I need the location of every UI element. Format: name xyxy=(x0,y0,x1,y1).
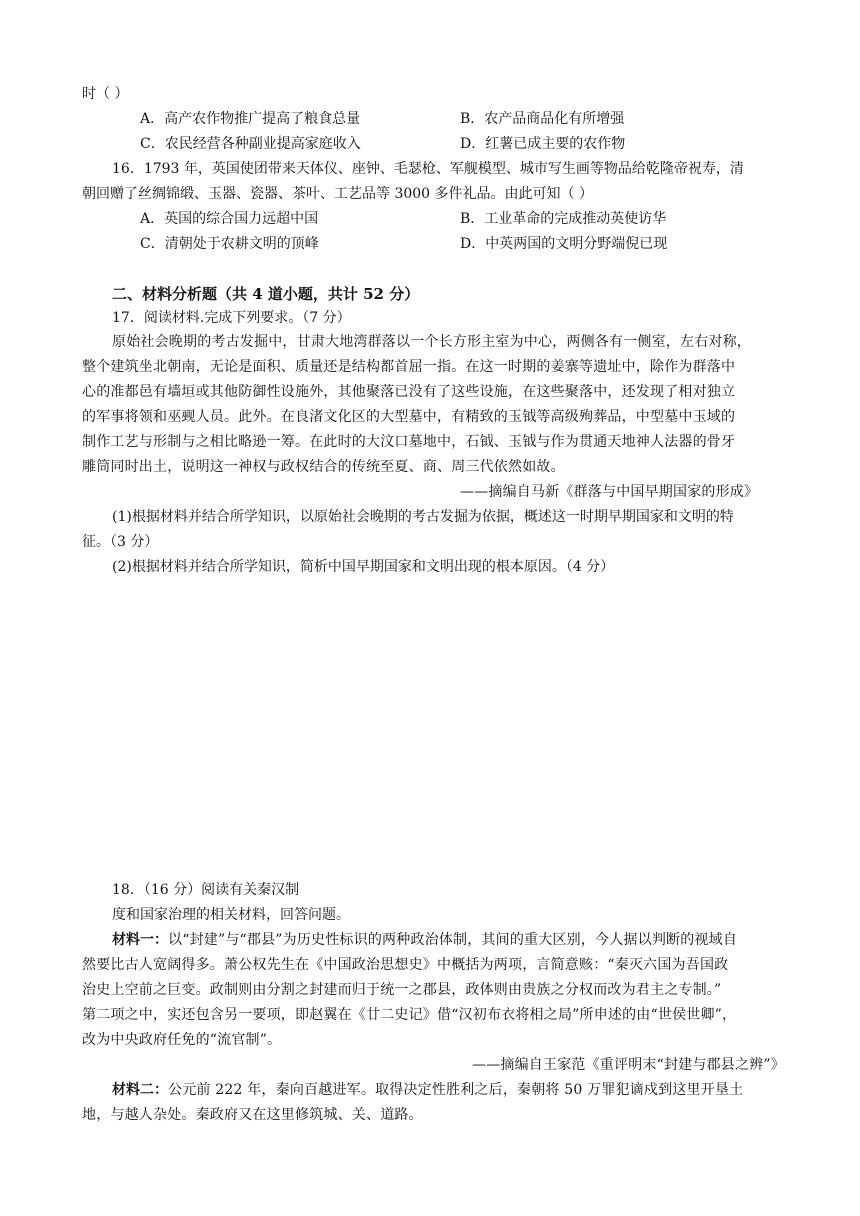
option-text: 农产品商品化有所增强 xyxy=(484,111,625,127)
q17-source: ——摘编自马新《群落与中国早期国家的形成》 xyxy=(460,484,759,500)
option-label: C． xyxy=(140,136,165,152)
q16-option-d xyxy=(460,234,667,254)
q17-material-line: 原始社会晚期的考古发掘中，甘肃大地湾群落以一个长方形主室为中心，两侧各有一侧室，左右对称， xyxy=(112,334,751,350)
option-text: 工业革命的完成推动英使访华 xyxy=(484,211,667,227)
section-heading: 二、材料分析题（共 4 道小题，共计 52 分） xyxy=(112,285,420,303)
q16-stem-line2: 朝回赠了丝绸锦缎、玉器、瓷器、茶叶、工艺品等 3000 多件礼品。由此可知（ ） xyxy=(82,186,593,202)
q16-option-c xyxy=(140,234,319,254)
q18-material1-line: 然要比古人宽阔得多。萧公权先生在《中国政治思想史》中概括为两项，言简意赅：“秦灭六国为吾国政 xyxy=(82,957,729,973)
option-text: 高产农作物推广提高了粮食总量 xyxy=(164,111,361,127)
material-text: 以“封建”与“郡县”为历史性标识的两种政治体制，其间的重大区别，今人据以判断的视域自 xyxy=(168,932,738,948)
q15-option-d xyxy=(460,134,625,154)
q16-option-b xyxy=(460,209,666,229)
q15-option-a xyxy=(140,109,360,129)
q15-option-b xyxy=(460,109,624,129)
q17-material-line: 的军事将领和巫觋人员。此外。在良渚文化区的大型墓中，有精致的玉钺等高级殉葬品，中型墓中玉域的 xyxy=(82,409,736,425)
q17-sub1-line2: 征。（3 分） xyxy=(82,534,159,550)
q16-option-a xyxy=(140,209,318,229)
q17-material-line: 心的准都邑有墙垣或其他防御性设施外，其他聚落已没有了这些设施，在这些聚落中，还发现了相对独立 xyxy=(82,384,736,400)
q15-stem-tail: 时（ ） xyxy=(82,86,129,102)
q18-title-line2: 度和国家治理的相关材料，回答问题。 xyxy=(112,907,350,923)
q17-title: 17．阅读材料.完成下列要求。（7 分） xyxy=(112,310,351,326)
q18-material1-line xyxy=(112,930,737,950)
q18-material2-line: 地，与越人杂处。秦政府又在这里修筑城、关、道路。 xyxy=(82,1107,423,1123)
option-label: B． xyxy=(460,211,485,227)
q17-material-line: 雕筒同时出土，说明这一神权与政权结合的传统至夏、商、周三代依然如故。 xyxy=(82,459,565,475)
option-label: C． xyxy=(140,236,165,252)
q17-material-line: 制作工艺与形制与之相比略逊一筹。在此时的大汶口墓地中，石钺、玉钺与作为贯通天地神人法器的骨牙 xyxy=(82,434,736,450)
q18-title-line1: 18．（16 分）阅读有关秦汉制 xyxy=(112,882,300,898)
option-text: 清朝处于农耕文明的顶峰 xyxy=(164,236,319,252)
q18-material1-source: ——摘编自王家范《重评明末“封建与郡县之辨”》 xyxy=(472,1057,785,1073)
option-text: 红薯已成主要的农作物 xyxy=(485,136,626,152)
option-label: D． xyxy=(460,136,486,152)
q18-material2-line xyxy=(112,1080,743,1100)
material-text: 公元前 222 年，秦向百越进军。取得决定性胜利之后，秦朝将 50 万罪犯谪戍到这里开垦土 xyxy=(168,1082,744,1098)
q16-stem-line1: 16．1793 年，英国使团带来天体仪、座钟、毛瑟枪、军舰模型、城市写生画等物品给乾隆帝祝寿，清 xyxy=(112,161,744,177)
option-label: B． xyxy=(460,111,485,127)
q17-sub1-line1: (1)根据材料并结合所学知识，以原始社会晚期的考古发掘为依据，概述这一时期早期国家和文明的特 xyxy=(112,509,734,525)
q15-option-c xyxy=(140,134,361,154)
option-text: 中英两国的文明分野端倪已现 xyxy=(485,236,668,252)
option-label: A． xyxy=(140,211,165,227)
option-text: 英国的综合国力远超中国 xyxy=(164,211,319,227)
q18-material1-line: 治史上空前之巨变。政制则由分割之封建而归于统一之郡县，政体则由贵族之分权而改为君主之专制。” xyxy=(82,982,722,998)
option-label: A． xyxy=(140,111,165,127)
q17-sub2: (2)根据材料并结合所学知识，简析中国早期国家和文明出现的根本原因。（4 分） xyxy=(112,559,615,575)
q18-material1-line: 改为中央政府任免的“流官制”。 xyxy=(82,1032,282,1048)
material-label: 材料一： xyxy=(112,932,168,948)
material-label: 材料二： xyxy=(112,1082,168,1098)
option-text: 农民经营各种副业提高家庭收入 xyxy=(164,136,361,152)
option-label: D． xyxy=(460,236,486,252)
q17-material-line: 整个建筑坐北朝南，无论是面积、质量还是结构都首屈一指。在这一时期的姜寨等遗址中，除作为群落中 xyxy=(82,359,736,375)
q18-material1-line: 第二项之中，实还包含另一要项，即赵翼在《廿二史记》借“汉初布衣将相之局”所申述的由“世侯世卿”， xyxy=(82,1007,737,1023)
